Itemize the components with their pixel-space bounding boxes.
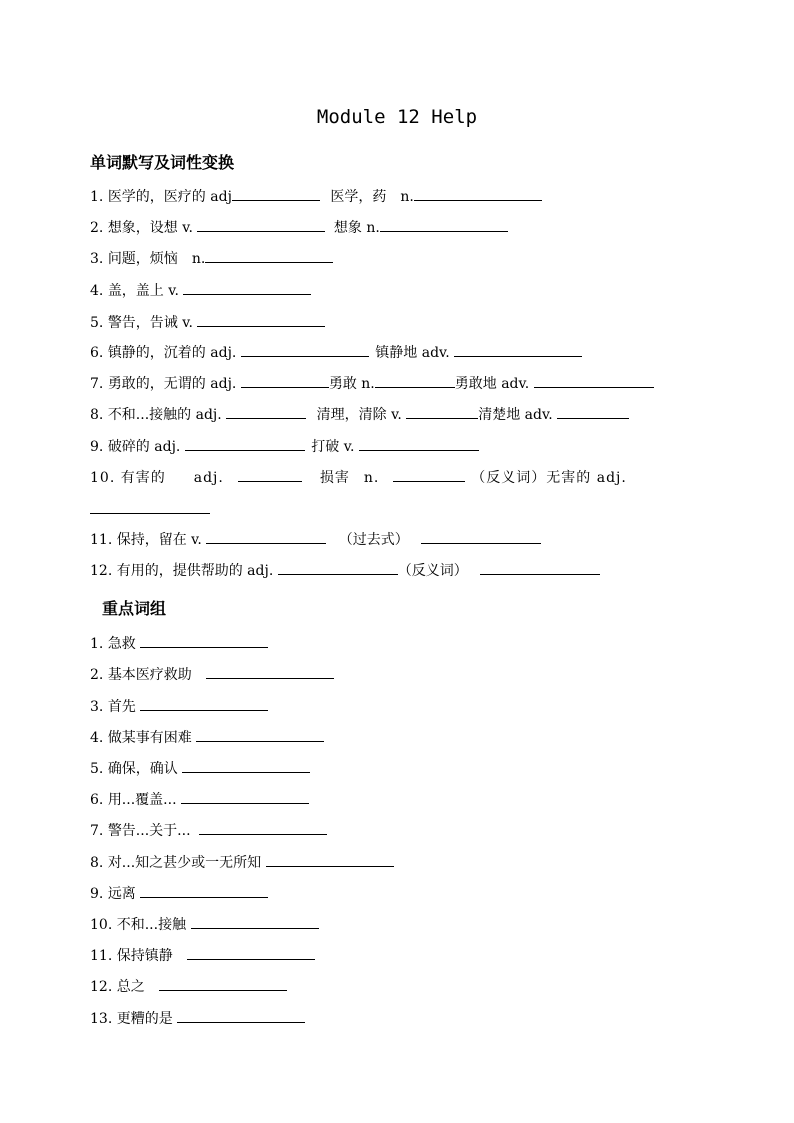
phrase-item-3: 3. 首先 (90, 696, 268, 717)
phrase-item-5: 5. 确保，确认 (90, 758, 310, 779)
answer-blank[interactable] (183, 280, 311, 295)
vocab-item-9: 9. 破碎的 adj. 打破 v. (90, 436, 479, 457)
answer-blank[interactable] (421, 529, 541, 544)
answer-blank[interactable] (206, 664, 334, 679)
vocab-item-10-continued (90, 499, 210, 520)
answer-blank[interactable] (159, 976, 287, 991)
answer-blank[interactable] (181, 789, 309, 804)
answer-blank[interactable] (375, 373, 455, 388)
phrase-item-6: 6. 用...覆盖... (90, 789, 309, 810)
answer-blank[interactable] (205, 248, 333, 263)
answer-blank[interactable] (480, 560, 600, 575)
answer-blank[interactable] (182, 758, 310, 773)
phrase-item-1: 1. 急救 (90, 633, 268, 654)
phrase-item-10: 10. 不和...接触 (90, 914, 319, 935)
answer-blank[interactable] (232, 186, 320, 201)
phrase-item-4: 4. 做某事有困难 (90, 727, 324, 748)
answer-blank[interactable] (359, 436, 479, 451)
section-heading-phrases: 重点词组 (102, 599, 167, 618)
answer-blank[interactable] (266, 852, 394, 867)
answer-blank[interactable] (90, 499, 210, 514)
vocab-item-5: 5. 警告，告诫 v. (90, 312, 325, 333)
phrase-item-13: 13. 更糟的是 (90, 1008, 305, 1029)
answer-blank[interactable] (206, 529, 326, 544)
page-title: Module 12 Help (316, 106, 478, 128)
phrase-item-11: 11. 保持镇静 (90, 945, 315, 966)
answer-blank[interactable] (191, 914, 319, 929)
vocab-item-10: 10. 有害的 adj. 损害 n. （反义词）无害的 adj. (90, 467, 627, 488)
answer-blank[interactable] (454, 342, 582, 357)
vocab-item-8: 8. 不和...接触的 adj. 清理，清除 v. 清楚地 adv. (90, 404, 629, 425)
vocab-item-6: 6. 镇静的，沉着的 adj. 镇静地 adv. (90, 342, 582, 363)
section-heading-vocabulary: 单词默写及词性变换 (90, 153, 235, 172)
answer-blank[interactable] (199, 820, 327, 835)
vocab-item-2: 2. 想象，设想 v. 想象 n. (90, 217, 508, 238)
phrase-item-2: 2. 基本医疗救助 (90, 664, 334, 685)
answer-blank[interactable] (534, 373, 654, 388)
answer-blank[interactable] (393, 467, 465, 482)
answer-blank[interactable] (241, 342, 369, 357)
vocab-item-11: 11. 保持，留在 v. （过去式） (90, 529, 541, 550)
answer-blank[interactable] (197, 217, 325, 232)
vocab-item-7: 7. 勇敢的，无谓的 adj. 勇敢 n. 勇敢地 adv. (90, 373, 654, 394)
answer-blank[interactable] (414, 186, 542, 201)
answer-blank[interactable] (140, 633, 268, 648)
phrase-item-8: 8. 对...知之甚少或一无所知 (90, 852, 394, 873)
phrase-item-7: 7. 警告...关于... (90, 820, 327, 841)
answer-blank[interactable] (226, 404, 306, 419)
answer-blank[interactable] (278, 560, 398, 575)
vocab-item-4: 4. 盖，盖上 v. (90, 280, 311, 301)
answer-blank[interactable] (557, 404, 629, 419)
answer-blank[interactable] (185, 436, 305, 451)
vocab-item-1: 1. 医学的，医疗的 adj 医学，药 n. (90, 186, 542, 207)
phrase-item-12: 12. 总之 (90, 976, 287, 997)
answer-blank[interactable] (187, 945, 315, 960)
answer-blank[interactable] (197, 312, 325, 327)
answer-blank[interactable] (238, 467, 302, 482)
answer-blank[interactable] (406, 404, 478, 419)
answer-blank[interactable] (196, 727, 324, 742)
vocab-item-3: 3. 问题，烦恼 n. (90, 248, 333, 269)
answer-blank[interactable] (241, 373, 329, 388)
vocab-item-12: 12. 有用的，提供帮助的 adj. （反义词） (90, 560, 600, 581)
answer-blank[interactable] (140, 696, 268, 711)
answer-blank[interactable] (140, 883, 268, 898)
answer-blank[interactable] (380, 217, 508, 232)
phrase-item-9: 9. 远离 (90, 883, 268, 904)
answer-blank[interactable] (177, 1008, 305, 1023)
